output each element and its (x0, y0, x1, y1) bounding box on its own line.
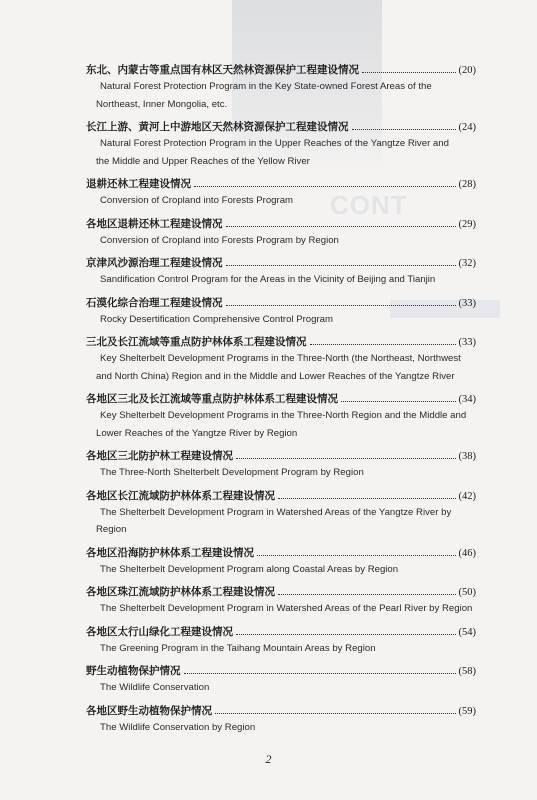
toc-entry[interactable] (86, 625, 476, 657)
background-watermark-text: CONT (330, 190, 408, 220)
toc-entry-english-title: The Three-North Shelterbelt Development Program by Region (100, 467, 364, 478)
toc-entry-chinese-title: 各地区太行山绿化工程建设情况 (86, 625, 233, 638)
toc-entry-english-title: Natural Forest Protection Program in the Key State-owned Forest Areas of the (100, 81, 432, 92)
dot-leader (362, 71, 456, 73)
toc-entry-english-title: The Wildlife Conservation by Region (100, 721, 256, 733)
toc-entry-page: (46) (458, 547, 476, 559)
toc-entry[interactable] (86, 63, 476, 112)
dot-leader (226, 264, 456, 266)
toc-entry-chinese-title: 各地区三北防护林工程建设情况 (86, 450, 233, 462)
toc-entry-english-title: The Shelterbelt Development Program in Watershed Areas of the Pearl River by Region (100, 603, 473, 614)
toc-entry-english-title: Key Shelterbelt Development Programs in the Three-North Region and the Middle and (100, 410, 467, 421)
toc-entry[interactable] (86, 217, 476, 249)
toc-entry-heading (86, 335, 476, 349)
toc-entry-heading (86, 392, 476, 406)
page-number: 2 (265, 752, 272, 766)
toc-entry-chinese-title: 野生动植物保护情况 (86, 665, 181, 677)
toc-entry-page: (20) (458, 65, 476, 76)
toc-entry-page: (24) (458, 122, 476, 133)
toc-entry-english-title: The Shelterbelt Development Program in Watershed Areas of the Yangtze River by (100, 506, 452, 518)
toc-entry-english-title: and North China) Region and in the Middle and Lower Reaches of the Yangtze River (96, 370, 455, 382)
dot-leader (226, 225, 456, 227)
toc-entry-chinese-title: 京津风沙源治理工程建设情况 (86, 257, 223, 269)
toc-entry[interactable] (86, 120, 476, 169)
toc-entry-chinese-title: 各地区三北及长江流域等重点防护林体系工程建设情况 (86, 393, 338, 405)
toc-entry-english-title: The Shelterbelt Development Program along Coastal Areas by Region (100, 563, 399, 575)
toc-entry-heading (86, 585, 476, 599)
dot-leader (257, 554, 456, 556)
toc-entry-heading (86, 296, 476, 310)
toc-entry-page: (33) (458, 337, 476, 348)
toc-entry-heading (86, 546, 476, 560)
toc-entry-page: (34) (458, 394, 476, 405)
toc-entry-chinese-title: 各地区珠江流域防护林体系工程建设情况 (86, 586, 275, 598)
toc-entry[interactable] (86, 449, 476, 481)
toc-entry-english-title: Rocky Desertification Comprehensive Control Program (100, 313, 334, 325)
toc-entry[interactable] (86, 392, 476, 441)
toc-entry-page: (54) (458, 626, 476, 638)
toc-entry[interactable] (86, 335, 476, 384)
toc-entry-heading (86, 489, 476, 503)
toc-entry-english-title: Northeast, Inner Mongolia, etc. (96, 98, 228, 110)
toc-entry[interactable] (86, 585, 476, 617)
toc-entry-chinese-title: 长江上游、黄河上中游地区天然林资源保护工程建设情况 (86, 121, 349, 133)
toc-entry-heading (86, 217, 476, 231)
toc-entry-heading (86, 704, 476, 718)
toc-entry-english-title: Natural Forest Protection Program in the Upper Reaches of the Yangtze River and (100, 138, 449, 149)
dot-leader (236, 457, 456, 459)
toc-entry[interactable] (86, 546, 476, 578)
dot-leader (184, 672, 456, 674)
toc-entry[interactable] (86, 664, 476, 696)
toc-entry-chinese-title: 退耕还林工程建设情况 (86, 178, 191, 190)
dot-leader (236, 633, 456, 635)
dot-leader (310, 343, 456, 345)
toc-entry[interactable] (86, 256, 476, 288)
toc-entry-english-title: Key Shelterbelt Development Programs in the Three-North (the Northeast, Northwest (100, 353, 461, 364)
toc-entry-chinese-title: 各地区退耕还林工程建设情况 (86, 217, 223, 230)
dot-leader (278, 497, 456, 499)
dot-leader (226, 304, 456, 306)
dot-leader (352, 128, 456, 130)
toc-entry-page: (33) (458, 297, 476, 309)
toc-entry[interactable] (86, 489, 476, 538)
toc-entry-english-title: Region (96, 524, 127, 535)
toc-entry-chinese-title: 东北、内蒙古等重点国有林区天然林资源保护工程建设情况 (86, 64, 359, 76)
toc-entry-heading (86, 63, 476, 77)
toc-entry-chinese-title: 三北及长江流域等重点防护林体系工程建设情况 (86, 336, 307, 348)
toc-entry-page: (59) (458, 705, 476, 717)
toc-entry-english-title: Conversion of Cropland into Forests Program (100, 195, 294, 206)
toc-entry-heading (86, 120, 476, 134)
toc-entry-heading (86, 449, 476, 463)
dot-leader (215, 712, 456, 714)
toc-entry-page: (50) (458, 587, 476, 598)
dot-leader (278, 593, 456, 595)
toc-entry-heading (86, 664, 476, 678)
toc-entry[interactable] (86, 704, 476, 736)
toc-entry-page: (42) (458, 490, 476, 502)
toc-entry-page: (32) (458, 258, 476, 269)
toc-entry-page: (38) (458, 451, 476, 462)
toc-entry-heading (86, 177, 476, 191)
toc-entry[interactable] (86, 296, 476, 328)
toc-entry-heading (86, 256, 476, 270)
table-of-contents (86, 63, 476, 743)
toc-entry-english-title: Sandification Control Program for the Areas in the Vicinity of Beijing and Tianjin (100, 274, 436, 285)
toc-entry-english-title: Lower Reaches of the Yangtze River by Region (96, 427, 298, 439)
dot-leader (194, 185, 456, 187)
toc-entry-heading (86, 625, 476, 639)
toc-entry-english-title: The Greening Program in the Taihang Mountain Areas by Region (100, 642, 376, 654)
toc-entry-page: (29) (458, 218, 476, 230)
toc-entry-page: (58) (458, 666, 476, 677)
toc-entry-english-title: The Wildlife Conservation (100, 682, 210, 693)
toc-entry-chinese-title: 各地区野生动植物保护情况 (86, 704, 212, 717)
toc-entry-english-title: Conversion of Cropland into Forests Program by Region (100, 234, 339, 246)
dot-leader (341, 400, 456, 402)
toc-entry-page: (28) (458, 179, 476, 190)
toc-entry[interactable] (86, 177, 476, 209)
toc-entry-chinese-title: 石漠化综合治理工程建设情况 (86, 296, 223, 309)
toc-entry-chinese-title: 各地区沿海防护林体系工程建设情况 (86, 546, 254, 559)
toc-entry-english-title: the Middle and Upper Reaches of the Yellow River (96, 155, 310, 167)
toc-entry-chinese-title: 各地区长江流域防护林体系工程建设情况 (86, 489, 275, 502)
